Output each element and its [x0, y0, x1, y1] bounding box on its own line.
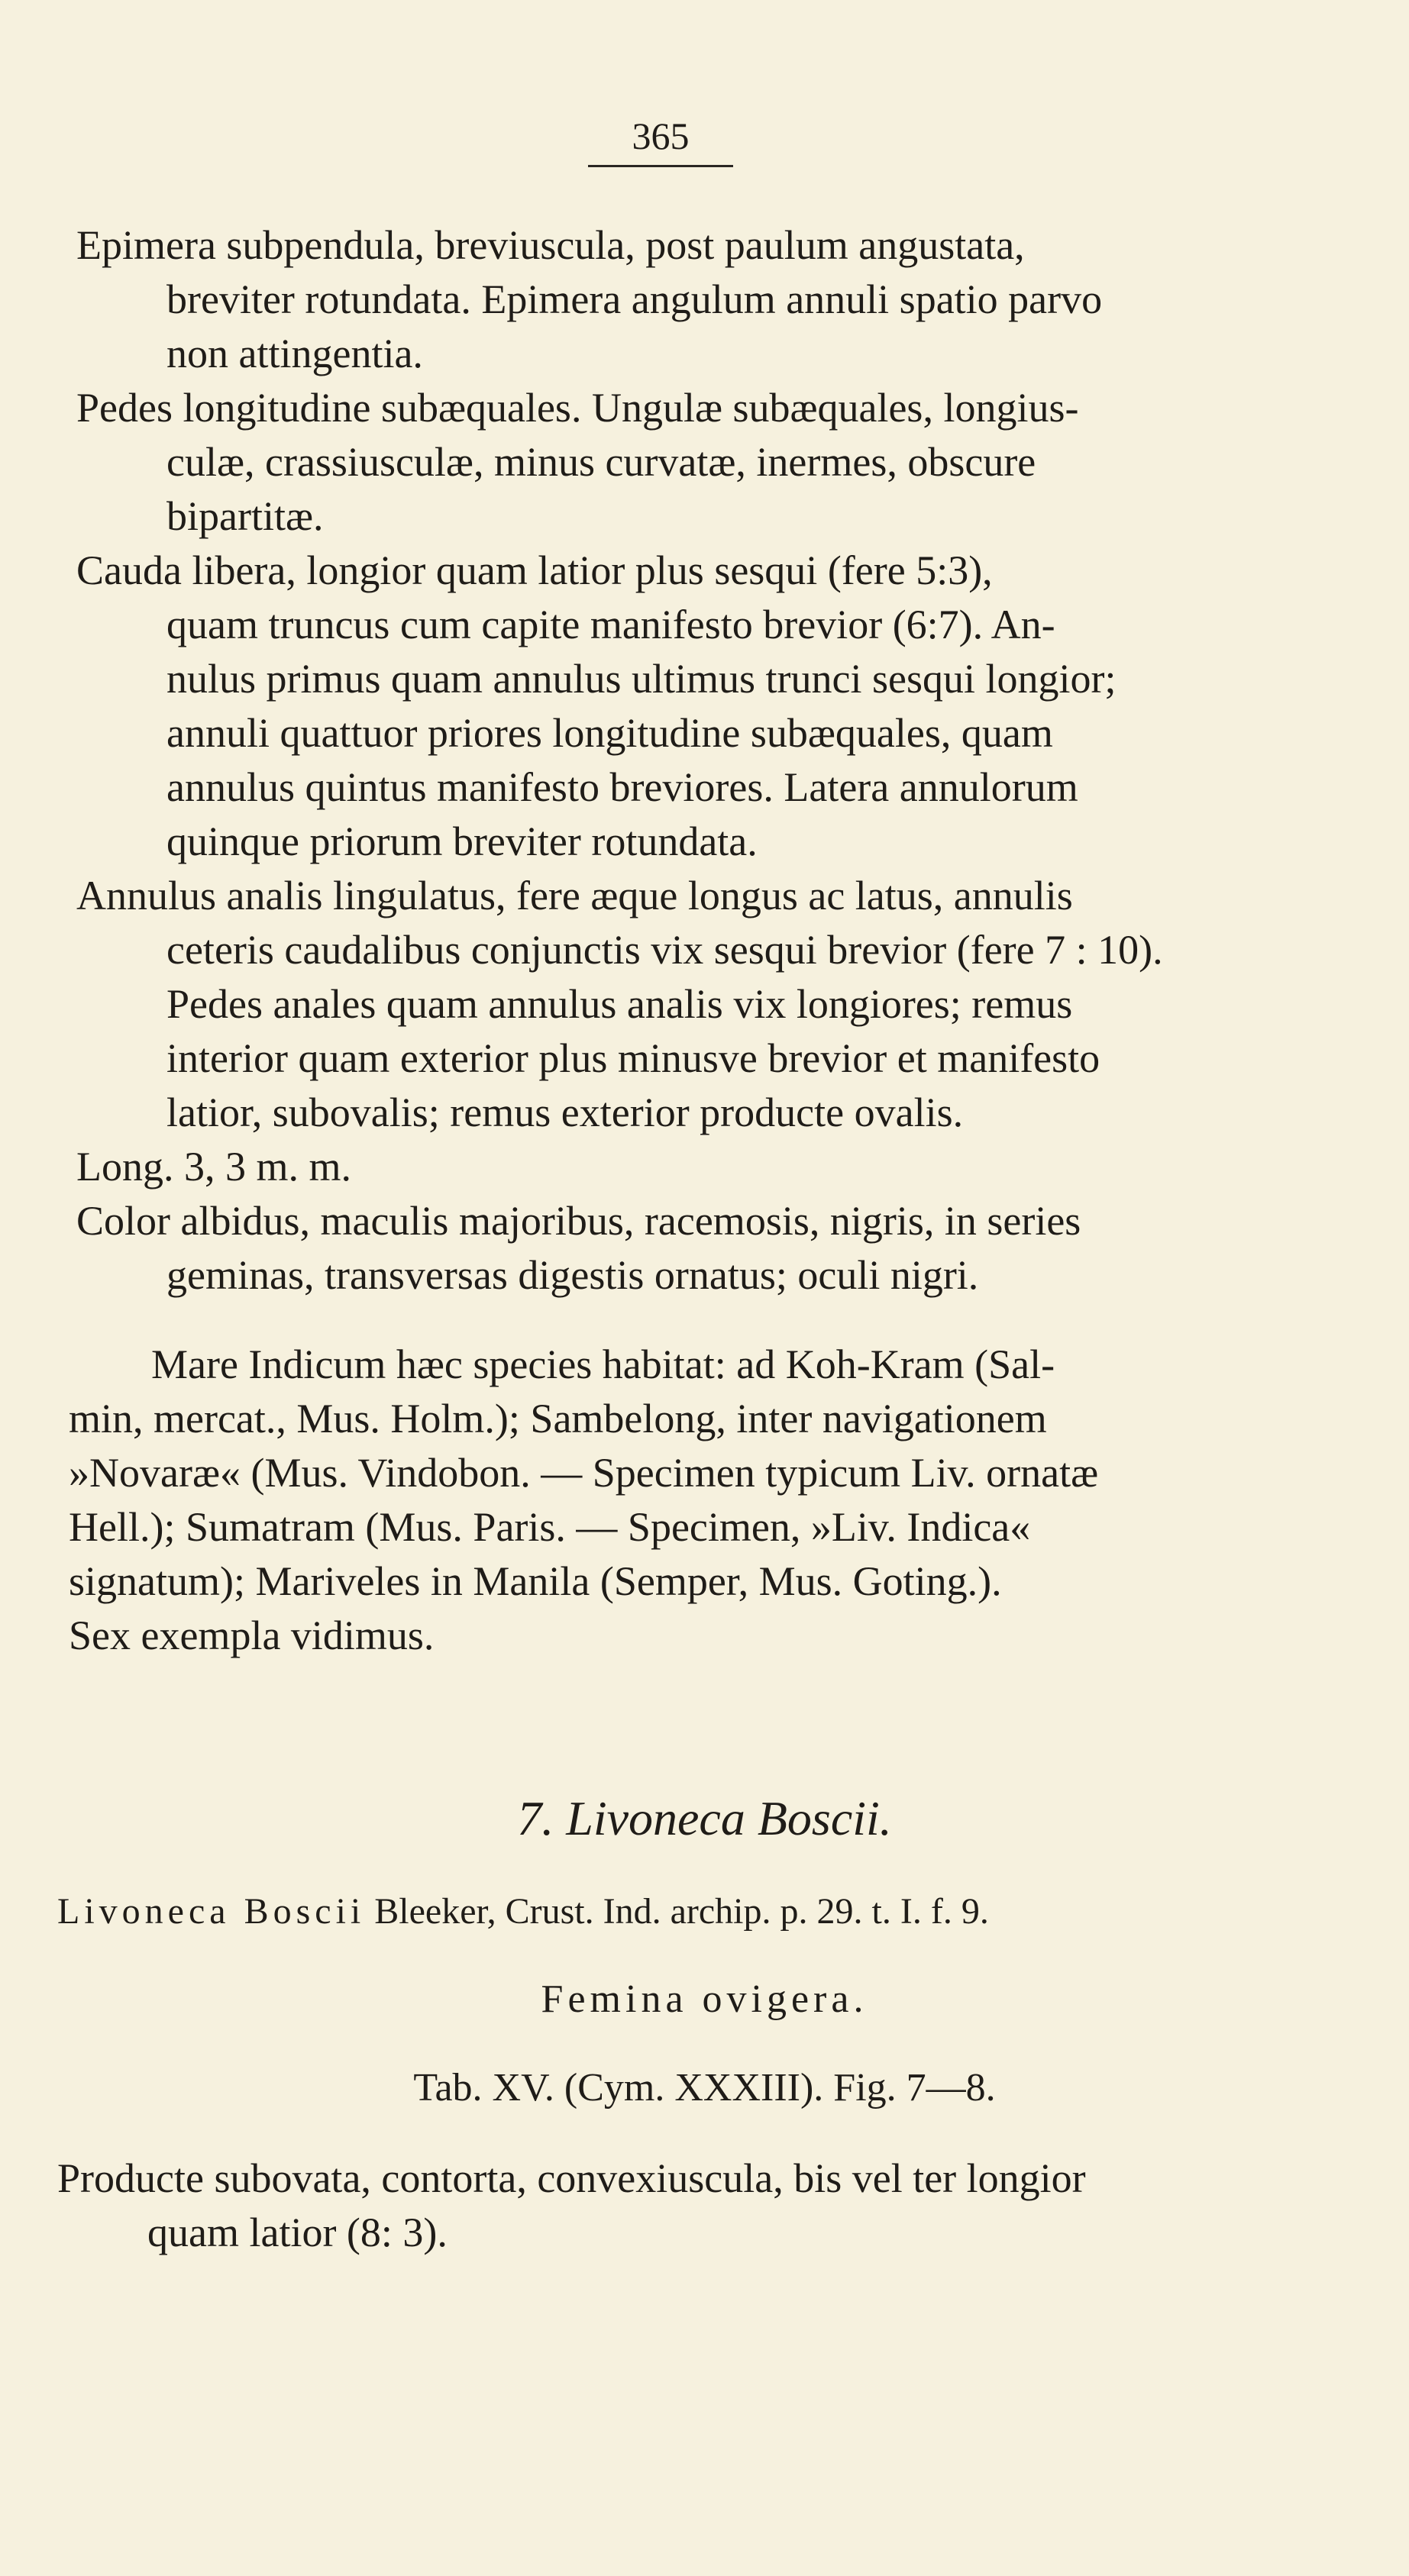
page-number-rule: [588, 165, 733, 167]
description-paragraph: [76, 218, 1245, 381]
text-line: Pedes longitudine subæquales. Ungulæ subæquales, longius-: [76, 385, 1079, 431]
text-line: interior quam exterior plus minusve brevior et manifesto: [166, 1035, 1100, 1081]
text-line: latior, subovalis; remus exterior producte ovalis.: [166, 1089, 964, 1135]
species-heading: 7. Livoneca Boscii.: [517, 1791, 892, 1845]
text-line: min, mercat., Mus. Holm.); Sambelong, inter navigationem: [69, 1396, 1047, 1441]
page-number: 365: [632, 115, 690, 157]
text-line: annuli quattuor priores longitudine subæquales, quam: [166, 710, 1053, 756]
text-line: »Novaræ« (Mus. Vindobon. — Specimen typicum Liv. ornatæ: [69, 1450, 1099, 1496]
text-line: geminas, transversas digestis ornatus; oculi nigri.: [166, 1252, 979, 1298]
text-line: quam truncus cum capite manifesto brevior (6:7). An-: [166, 602, 1055, 647]
text-line: Color albidus, maculis majoribus, racemosis, nigris, in series: [76, 1198, 1081, 1244]
text-line: Hell.); Sumatram (Mus. Paris. — Specimen, »Liv. Indica«: [69, 1504, 1031, 1550]
synonym-citation: Bleeker, Crust. Ind. archip. p. 29. t. I. f. 9.: [374, 1891, 989, 1932]
description-paragraph: [76, 1140, 1245, 1194]
habitat-paragraph: [69, 1338, 1237, 1663]
text-line: signatum); Mariveles in Manila (Semper, Mus. Goting.).: [69, 1558, 1002, 1604]
text-line: Annulus analis lingulatus, fere æque longus ac latus, annulis: [76, 873, 1073, 918]
synonym-name: Livoneca Boscii: [57, 1891, 366, 1932]
text-line: Mare Indicum hæc species habitat: ad Koh-Kram (Sal-: [151, 1341, 1055, 1387]
text-line: Sex exempla vidimus.: [69, 1612, 435, 1658]
specimen-label: Femina ovigera.: [541, 1977, 868, 2021]
text-line: annulus quintus manifesto breviores. Latera annulorum: [166, 764, 1078, 810]
text-line: quinque priorum breviter rotundata.: [166, 818, 758, 864]
text-line: quam latior (8: 3).: [147, 2210, 448, 2255]
text-line: non attingentia.: [166, 331, 423, 376]
description-paragraph: [76, 544, 1245, 869]
text-line: Epimera subpendula, breviuscula, post paulum angustata,: [76, 222, 1025, 268]
text-line: Cauda libera, longior quam latior plus sesqui (fere 5:3),: [76, 547, 993, 593]
figure-reference: Tab. XV. (Cym. XXXIII). Fig. 7—8.: [413, 2066, 996, 2110]
text-line: breviter rotundata. Epimera angulum annuli spatio parvo: [166, 276, 1103, 322]
description-paragraph: [57, 2152, 1218, 2260]
text-line: Producte subovata, contorta, convexiuscula, bis vel ter longior: [57, 2155, 1086, 2201]
synonym-line: [57, 1889, 1264, 1935]
text-line: bipartitæ.: [166, 493, 324, 539]
description-paragraph: [76, 381, 1245, 544]
description-paragraph: [76, 869, 1245, 1140]
text-line: nulus primus quam annulus ultimus trunci sesqui longior;: [166, 656, 1117, 702]
text-line: culæ, crassiusculæ, minus curvatæ, inermes, obscure: [166, 439, 1036, 485]
text-line: ceteris caudalibus conjunctis vix sesqui brevior (fere 7 : 10).: [166, 927, 1163, 973]
description-paragraph: [76, 1194, 1245, 1303]
text-line: Pedes anales quam annulus analis vix longiores; remus: [166, 981, 1073, 1027]
text-line: Long. 3, 3 m. m.: [76, 1144, 351, 1190]
